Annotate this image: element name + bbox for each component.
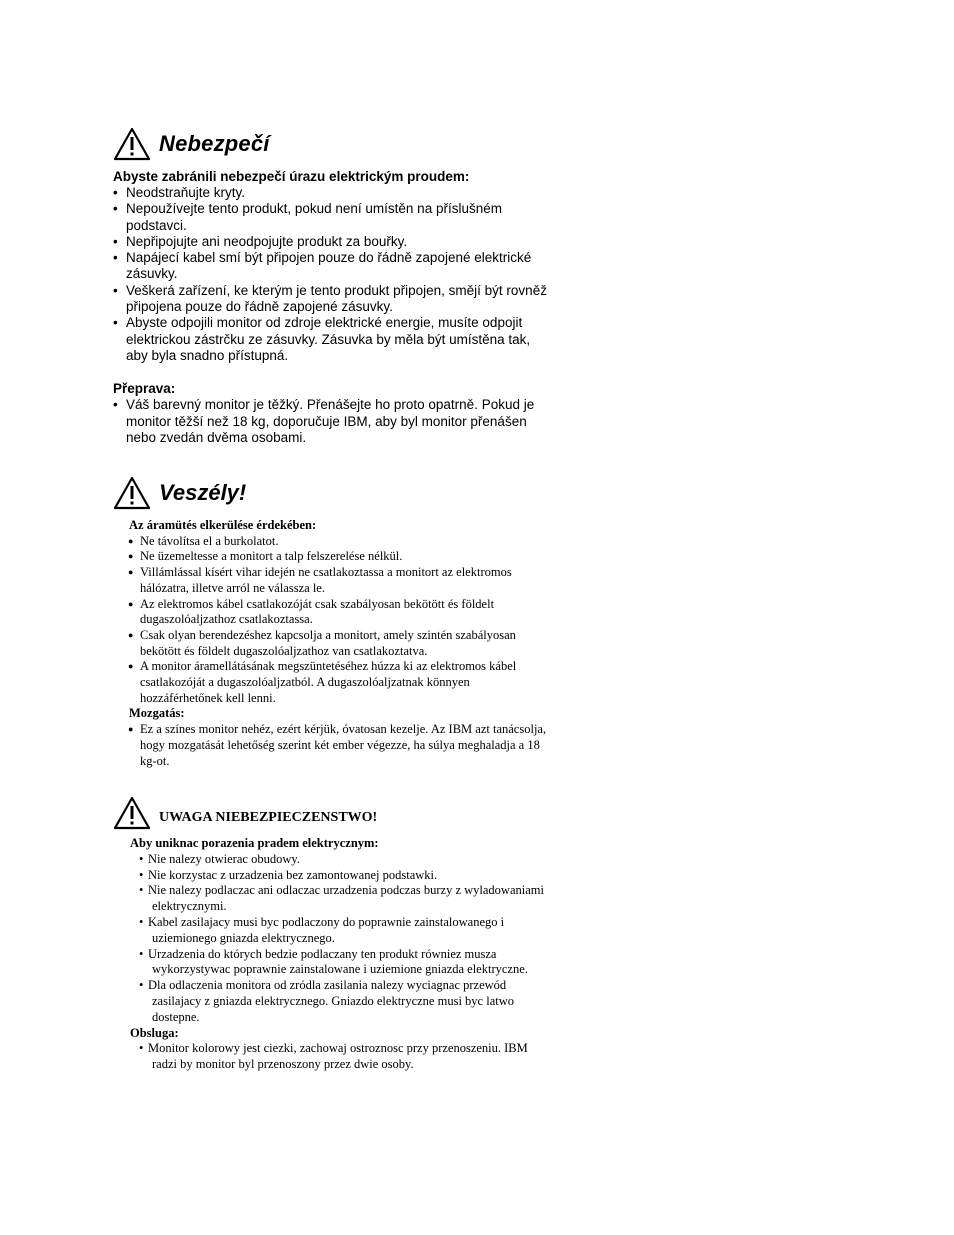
- hungarian-warning-section: [113, 476, 553, 769]
- czech-transport-heading: Přeprava:: [113, 381, 176, 397]
- list-item: • Kabel zasilajacy musi byc podlaczony do poprawnie zainstalowanego i uziemionego gniazda elektrycznego.: [130, 915, 553, 947]
- polish-title: UWAGA NIEBEZPIECZENSTWO!: [159, 810, 378, 825]
- list-item: • Nie korzystac z urzadzenia bez zamontowanej podstawki.: [130, 868, 553, 884]
- hungarian-lead: Az áramütés elkerülése érdekében:: [129, 518, 317, 532]
- czech-title: Nebezpečí: [159, 131, 270, 156]
- list-item: ● Csak olyan berendezéshez kapcsolja a monitort, amely szintén szabályosan bekötött és földelt dugaszolóaljzathoz van csatlakoztatva.: [129, 628, 553, 659]
- hungarian-list: [129, 534, 553, 707]
- polish-warning-section: [113, 796, 553, 1073]
- list-item: ● Ne távolítsa el a burkolatot.: [129, 534, 553, 550]
- polish-heading: [113, 796, 553, 830]
- list-item: • Veškerá zařízení, ke kterým je tento produkt připojen, smějí být rovněž připojena pouze do řádně zapojené zásuvky.: [113, 283, 553, 316]
- list-item: • Nepřipojujte ani neodpojujte produkt za bouřky.: [113, 234, 553, 250]
- list-item: • Nepoužívejte tento produkt, pokud není umístěn na příslušném podstavci.: [113, 201, 553, 234]
- czech-lead: Abyste zabránili nebezpečí úrazu elektrickým proudem:: [113, 169, 470, 184]
- warning-triangle-icon: [113, 796, 151, 830]
- list-item: • Nie nalezy podlaczac ani odlaczac urzadzenia podczas burzy z wyladowaniami elektrycznymi.: [130, 883, 553, 915]
- czech-warning-section: [113, 127, 553, 446]
- list-item: ● Az elektromos kábel csatlakozóját csak szabályosan bekötött és földelt dugaszolóaljzathoz csatlakoztassa.: [129, 597, 553, 628]
- list-item: • Urzadzenia do których bedzie podlaczany ten produkt równiez musza wykorzystywac poprawnie zainstalowane i uziemione gniazda elektryczne.: [130, 947, 553, 979]
- list-item: • Neodstraňujte kryty.: [113, 185, 553, 201]
- list-item: ● A monitor áramellátásának megszüntetéséhez húzza ki az elektromos kábel csatlakozóját a dugaszolóaljzatból. A dugaszolóaljzatnak könnyen hozzáférhetőnek kell lenni.: [129, 659, 553, 706]
- list-item: • Abyste odpojili monitor od zdroje elektrické energie, musíte odpojit elektrickou zástrčku ze zásuvky. Zásuvka by měla být umístěna tak, aby byla snadno přístupná.: [113, 315, 553, 364]
- list-item: ● Villámlással kísért vihar idején ne csatlakoztassa a monitort az elektromos hálózatra, illetve arról ne válassza le.: [129, 565, 553, 596]
- list-item: ● Ez a színes monitor nehéz, ezért kérjük, óvatosan kezelje. Az IBM azt tanácsolja, hogy mozgatását lehetőség szerint két ember végezze, ha súlya meghaladja a 18 kg-ot.: [129, 722, 553, 769]
- hungarian-transport-list: [129, 722, 553, 769]
- list-item: • Dla odlaczenia monitora od zródla zasilania nalezy wyciagnac przewód zasilajacy z gniazda elektrycznego. Gniazdo elektryczne musi byc latwo dostepne.: [130, 978, 553, 1025]
- list-item: ● Ne üzemeltesse a monitort a talp felszerelése nélkül.: [129, 549, 553, 565]
- czech-transport-list: [113, 397, 553, 446]
- polish-list: [130, 852, 553, 1026]
- list-item: • Nie nalezy otwierac obudowy.: [130, 852, 553, 868]
- list-item: • Napájecí kabel smí být připojen pouze do řádně zapojené elektrické zásuvky.: [113, 250, 553, 283]
- hungarian-title: Veszély!: [159, 480, 247, 505]
- list-item: • Váš barevný monitor je těžký. Přenášejte ho proto opatrně. Pokud je monitor těžší než 18 kg, doporučuje IBM, aby byl monitor přenášen nebo zvedán dvěma osobami.: [113, 397, 553, 446]
- hungarian-transport-heading: Mozgatás:: [129, 706, 185, 721]
- list-item: • Monitor kolorowy jest ciezki, zachowaj ostroznosc przy przenoszeniu. IBM radzi by monitor byl przenoszony przez dwie osoby.: [130, 1041, 553, 1073]
- polish-transport-list: [130, 1041, 553, 1073]
- warning-triangle-icon: [113, 476, 151, 510]
- czech-list: [113, 185, 553, 364]
- polish-transport-heading: Obsluga:: [130, 1025, 179, 1040]
- czech-heading: [113, 127, 553, 161]
- hungarian-heading: [113, 476, 553, 510]
- warning-triangle-icon: [113, 127, 151, 161]
- polish-lead: Aby uniknac porazenia pradem elektrycznym:: [130, 836, 379, 850]
